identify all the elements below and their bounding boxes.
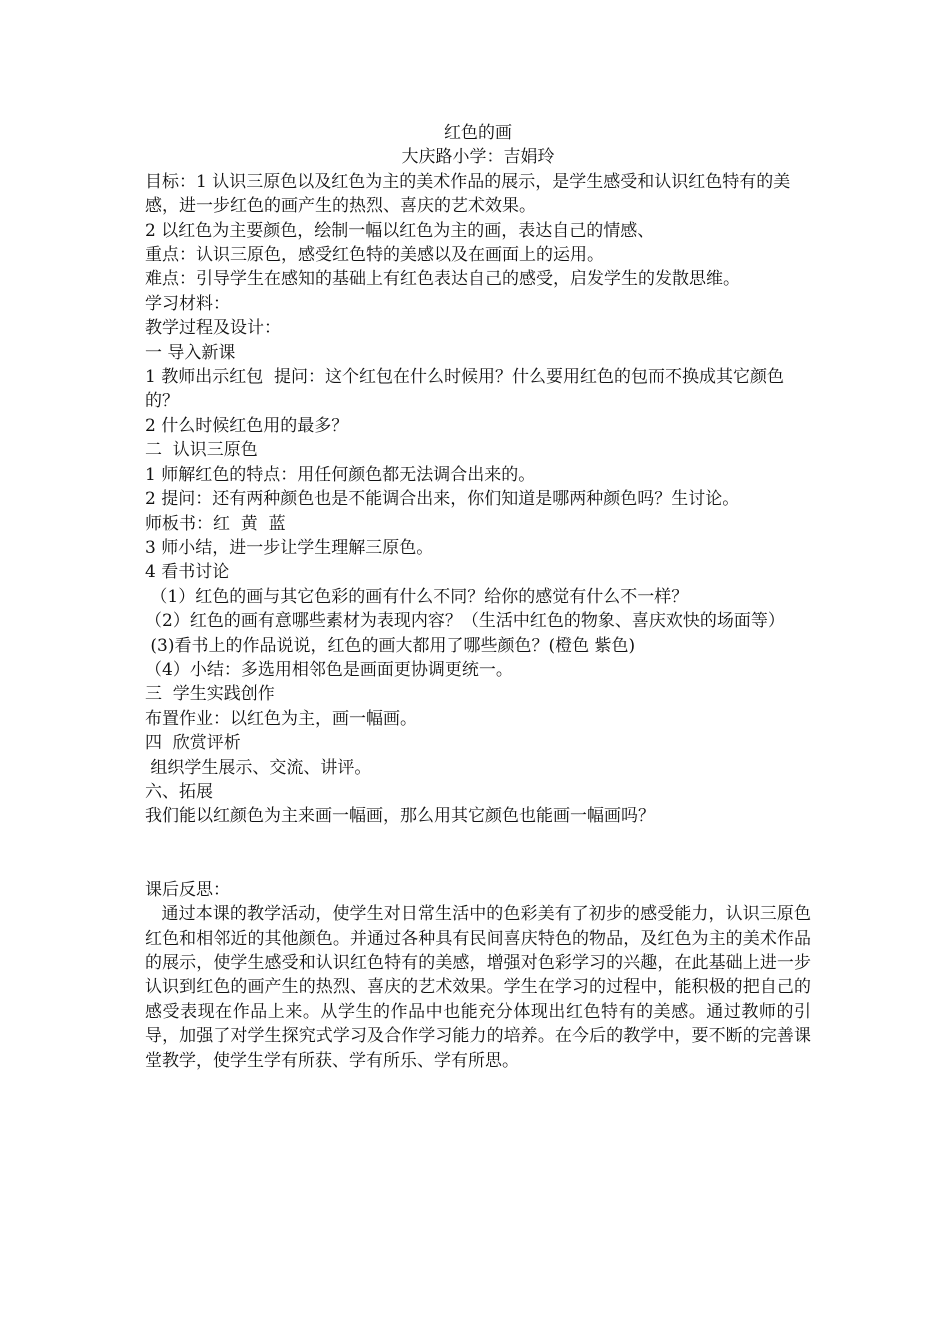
list-item: 3 师小结，进一步让学生理解三原色。	[145, 537, 434, 558]
paragraph-key-point: 重点：认识三原色，感受红色特的美感以及在画面上的运用。	[145, 245, 604, 266]
list-item: （1）红色的画与其它色彩的画有什么不同？给你的感觉有什么不一样？	[145, 586, 689, 607]
blank-space	[145, 829, 811, 878]
list-item: (3)看书上的作品说说，红色的画大都用了哪些颜色？(橙色 紫色)	[145, 635, 636, 656]
list-item: 师板书：红 黄 蓝	[145, 513, 286, 534]
author-line: 大庆路小学：吉娟玲	[401, 147, 555, 168]
section-heading-intro: 一 导入新课	[145, 342, 236, 363]
list-item: 2 什么时候红色用的最多？	[145, 415, 349, 436]
list-item: 4 看书讨论	[145, 562, 230, 583]
document-title: 红色的画	[444, 123, 512, 143]
list-item: （4）小结：多选用相邻色是画面更协调更统一。	[145, 659, 513, 680]
list-item: 1 教师出示红包 提问：这个红包在什么时候用？什么要用红色的包而不换成其它颜色的？	[145, 367, 785, 412]
reflection-heading: 课后反思：	[145, 879, 230, 900]
section-heading-practice: 三 学生实践创作	[145, 684, 275, 705]
paragraph-objective-2: 2 以红色为主要颜色，绘制一幅以红色为主的画，表达自己的情感、	[145, 220, 655, 241]
paragraph-difficulty: 难点：引导学生在感知的基础上有红色表达自己的感受，启发学生的发散思维。	[145, 269, 740, 290]
list-item: （2）红色的画有意哪些素材为表现内容？（生活中红色的物象、喜庆欢快的场面等）	[145, 611, 785, 632]
document-body	[145, 121, 811, 1073]
section-heading-appreciation: 四 欣赏评析	[145, 733, 241, 754]
reflection-paragraph: 通过本课的教学活动，使学生对日常生活中的色彩美有了初步的感受能力，认识三原色红色和相邻近的其他颜色。并通过各种具有民间喜庆特色的物品，及红色为主的美术作品的展示，使学生感受和认识红色特有的美感，增强对色彩学习的兴趣，在此基础上进一步认识到红色的画产生的热烈、喜庆的艺术效果。学生在学习的过程中，能积极的把自己的感受表现在作品上来。从学生的作品中也能充分体现出红色特有的美感。通过教师的引导，加强了对学生探究式学习及合作学习能力的培养。在今后的教学中，要不断的完善课堂教学，使学生学有所获、学有所乐、学有所思。	[145, 904, 811, 1071]
list-item: 2 提问：还有两种颜色也是不能调合出来，你们知道是哪两种颜色吗？生讨论。	[145, 489, 740, 510]
list-item: 布置作业：以红色为主，画一幅画。	[145, 708, 417, 729]
list-item: 我们能以红颜色为主来画一幅画，那么用其它颜色也能画一幅画吗？	[145, 806, 655, 827]
list-item: 组织学生展示、交流、讲评。	[145, 757, 372, 778]
list-item: 1 师解红色的特点：用任何颜色都无法调合出来的。	[145, 464, 536, 485]
paragraph-objective-1: 目标：1 认识三原色以及红色为主的美术作品的展示，是学生感受和认识红色特有的美感，进一步红色的画产生的热烈、喜庆的艺术效果。	[145, 171, 791, 217]
paragraph-process-heading: 教学过程及设计：	[145, 318, 281, 339]
paragraph-materials: 学习材料：	[145, 293, 230, 314]
section-heading-primary-colors: 二 认识三原色	[145, 440, 258, 461]
section-heading-extension: 六、拓展	[145, 781, 213, 802]
